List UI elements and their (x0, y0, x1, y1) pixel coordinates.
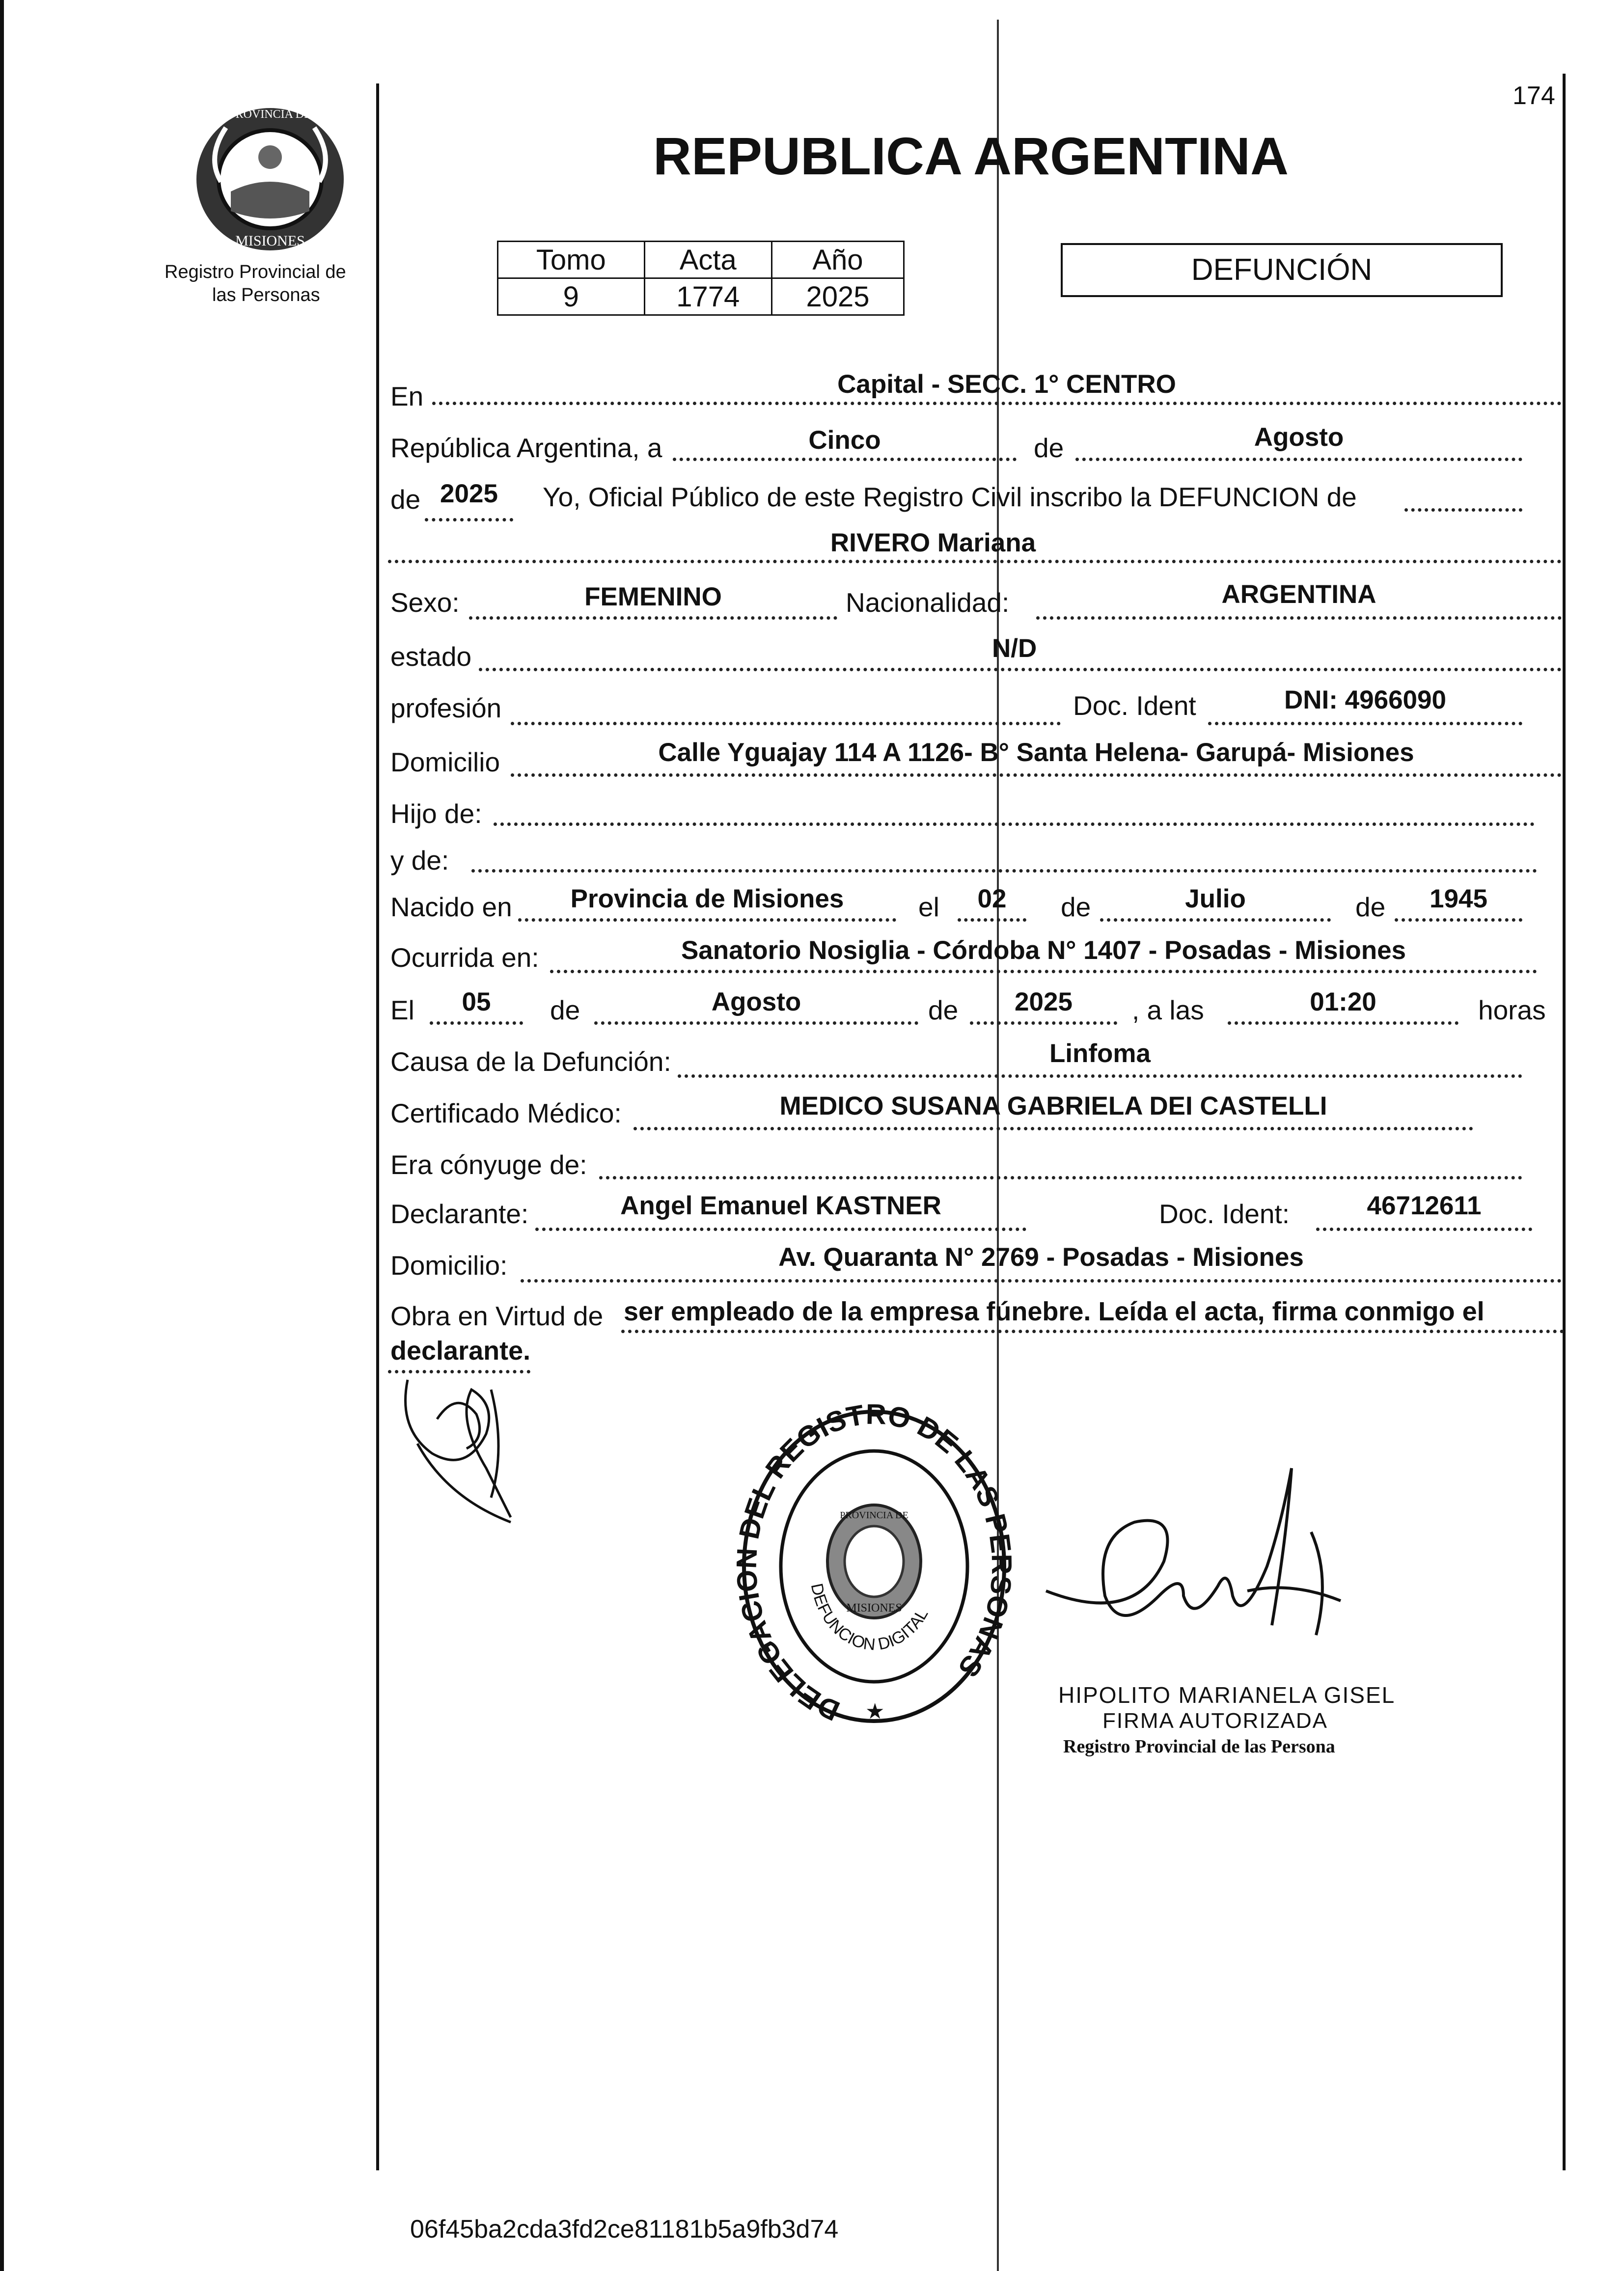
birth-month: Julio (1185, 884, 1246, 913)
statement-text: Yo, Oficial Público de este Registro Civil inscribo la DEFUNCION de (543, 482, 1357, 512)
sexo-value: FEMENINO (584, 582, 722, 611)
document-hash: 06f45ba2cda3fd2ce81181b5a9fb3d74 (410, 2215, 839, 2244)
birth-month-line (1100, 918, 1331, 922)
province-logo (187, 98, 354, 255)
alas-label: , a las (1132, 995, 1204, 1025)
declarante-label: Declarante: (390, 1199, 529, 1229)
el2-label: El (390, 995, 414, 1025)
stamp-seal-top-text: PROVINCIA DE (840, 1510, 908, 1521)
stamp-seal-bottom-text: MISIONES (846, 1602, 902, 1614)
official-signature (1036, 1449, 1390, 1684)
death-time: 01:20 (1310, 987, 1376, 1016)
page-number: 174 (1513, 82, 1555, 110)
month-line (1075, 458, 1522, 461)
table-header-tomo: Tomo (498, 242, 645, 278)
hijo-label: Hijo de: (390, 798, 482, 829)
doc-ident-label: Doc. Ident (1073, 690, 1196, 721)
form-left-border (376, 83, 379, 2170)
nacionalidad-line (1036, 616, 1562, 620)
death-year: 2025 (1015, 987, 1073, 1016)
birth-year: 1945 (1430, 884, 1487, 913)
table-cell-acta: 1774 (644, 278, 771, 315)
causa-label: Causa de la Defunción: (390, 1046, 671, 1077)
death-year-line (970, 1021, 1117, 1025)
declarante-doc-label: Doc. Ident: (1159, 1199, 1290, 1229)
form-right-border (1563, 74, 1566, 2170)
signatory-role: FIRMA AUTORIZADA (1102, 1709, 1328, 1733)
death-month: Agosto (711, 987, 801, 1016)
nacido-value: Provincia de Misiones (570, 884, 844, 913)
year-value: 2025 (440, 479, 498, 508)
nacido-line (518, 918, 896, 922)
office-name-line2: las Personas (212, 285, 320, 305)
horas-label: horas (1478, 995, 1546, 1025)
doc-type-label: DEFUNCIÓN (1191, 253, 1373, 287)
el-label: el (918, 892, 939, 922)
death-time-line (1228, 1021, 1459, 1025)
birth-day: 02 (977, 884, 1007, 913)
death-day-line (430, 1021, 523, 1025)
stamp-star-icon: ★ (865, 1699, 885, 1724)
de-label-2: de (1061, 892, 1091, 922)
certificado-value: MEDICO SUSANA GABRIELA DEI CASTELLI (779, 1092, 1327, 1121)
de-label-1: de (1034, 433, 1064, 463)
table-header-acta: Acta (644, 242, 771, 278)
stamp-ring-text: DELEGAC EL REGISTRO DE LAS P ONAS (737, 1404, 1012, 1727)
en-label: En (390, 381, 424, 411)
signatory-name: HIPOLITO MARIANELA GISEL (1058, 1682, 1396, 1708)
sexo-label: Sexo: (390, 587, 460, 618)
declarante-line (535, 1228, 1026, 1231)
signatory-office: Registro Provincial de las Persona (1063, 1736, 1335, 1757)
de-label-5: de (928, 995, 959, 1025)
decl-domicilio-line (521, 1279, 1562, 1283)
death-month-line (594, 1021, 918, 1025)
decl-domicilio-label: Domicilio: (390, 1250, 508, 1281)
obra-label: Obra en Virtud de (390, 1301, 604, 1331)
declarante-doc-line (1316, 1228, 1532, 1231)
causa-value: Linfoma (1049, 1039, 1151, 1068)
registry-table (497, 241, 905, 316)
de-label-3: de (1355, 892, 1386, 922)
estado-label: estado (390, 641, 472, 672)
table-header-anio: Año (771, 242, 904, 278)
causa-line (678, 1074, 1522, 1078)
de-year-label: de (390, 484, 421, 515)
obra-value-line2: declarante. (390, 1336, 531, 1366)
sexo-line (469, 616, 837, 620)
nacionalidad-value: ARGENTINA (1221, 580, 1376, 609)
birth-year-line (1395, 918, 1522, 922)
domicilio-value: Calle Yguajay 114 A 1126- B° Santa Helena- Garupá- Misiones (658, 738, 1414, 767)
logo-top-text: PROVINCIA DE (229, 108, 311, 121)
day-word: Cinco (808, 426, 881, 455)
declarante-value: Angel Emanuel KASTNER (620, 1191, 941, 1220)
logo-bottom-text: MISIONES (235, 233, 305, 249)
day-line (673, 458, 1017, 461)
declarant-signature (388, 1360, 545, 1537)
official-stamp (737, 1404, 1012, 1738)
nacionalidad-label: Nacionalidad: (846, 587, 1010, 618)
y-de-label: y de: (390, 845, 449, 876)
doc-type-box (1061, 243, 1503, 297)
decl-domicilio-value: Av. Quaranta N° 2769 - Posadas - Misiones (778, 1243, 1304, 1272)
declarante-doc-value: 46712611 (1367, 1191, 1482, 1220)
office-name-line1: Registro Provincial de (165, 262, 346, 282)
doc-ident-line (1208, 722, 1522, 725)
obra-value-line1: ser empleado de la empresa fúnebre. Leída el acta, firma conmigo el (624, 1297, 1485, 1326)
year-line (425, 518, 513, 521)
table-cell-anio: 2025 (771, 278, 904, 315)
obra-line-1 (621, 1330, 1564, 1333)
left-edge-line (0, 0, 4, 2271)
name-line (388, 560, 1562, 563)
estado-value: N/D (992, 634, 1037, 663)
domicilio-line (511, 773, 1562, 777)
en-line (432, 402, 1562, 405)
ocurrida-label: Ocurrida en: (390, 942, 539, 973)
conyuge-line (599, 1176, 1522, 1179)
deceased-name: RIVERO Mariana (830, 528, 1036, 557)
page-title: REPUBLICA ARGENTINA (653, 126, 1289, 186)
birth-day-line (958, 918, 1026, 922)
profesion-line (511, 722, 1061, 725)
table-cell-tomo: 9 (498, 278, 645, 315)
estado-line (479, 668, 1562, 671)
en-value: Capital - SECC. 1° CENTRO (837, 370, 1176, 399)
statement-tail-line (1404, 508, 1522, 512)
death-day: 05 (462, 987, 491, 1016)
domicilio-label: Domicilio (390, 747, 500, 777)
ocurrida-line (550, 970, 1537, 973)
doc-ident-value: DNI: 4966090 (1284, 685, 1446, 714)
conyuge-label: Era cónyuge de: (390, 1149, 587, 1180)
center-fold-line (997, 20, 999, 2271)
nacido-label: Nacido en (390, 892, 512, 922)
ocurrida-value: Sanatorio Nosiglia - Córdoba N° 1407 - Posadas - Misiones (681, 936, 1406, 965)
hijo-line (494, 822, 1535, 826)
certificado-label: Certificado Médico: (390, 1098, 622, 1128)
y-de-line (471, 869, 1537, 873)
de-label-4: de (550, 995, 580, 1025)
certificado-line (633, 1127, 1473, 1130)
month-word: Agosto (1254, 423, 1344, 452)
stamp-inner-text: DEFUNCION DIGITAL (807, 1582, 932, 1654)
profesion-label: profesión (390, 693, 502, 723)
republica-label: República Argentina, a (390, 433, 662, 463)
